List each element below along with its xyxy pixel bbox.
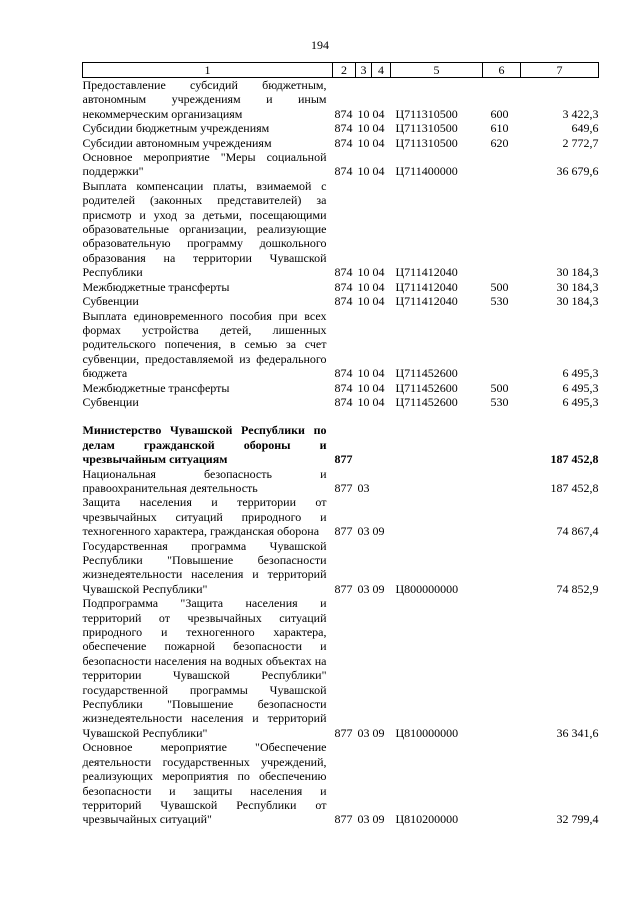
row-target-article: Ц711452600 <box>395 394 458 409</box>
row-sum: 3 422,3 <box>562 106 599 121</box>
row-name: Выплата компенсации платы, взимаемой с родителей (законных представителей) за присмотр и уход за детьми, посещающими образовательные организации, реализующие образовательную программу дошкольного образования на территории Чувашской Республики <box>82 178 327 280</box>
row-name: Межбюджетные трансферты <box>82 279 230 294</box>
row-grbs: 874 <box>334 135 353 150</box>
row-expense-type <box>483 423 521 466</box>
row-section: 10 04 <box>357 265 385 280</box>
row-expense-type: 620 <box>490 135 509 150</box>
row-sum: 30 184,3 <box>556 294 599 309</box>
row-sum: 30 184,3 <box>556 279 599 294</box>
table-row <box>83 280 599 294</box>
row-section: 10 04 <box>357 121 385 136</box>
header-col-6: 6 <box>483 63 521 78</box>
table-header-row <box>83 63 599 78</box>
header-col-4: 4 <box>372 63 391 78</box>
row-name: Субсидии автономным учреждениям <box>82 135 272 150</box>
row-grbs: 874 <box>334 294 353 309</box>
row-sum: 2 772,7 <box>562 135 599 150</box>
table-row <box>83 309 599 381</box>
header-col-5: 5 <box>391 63 483 78</box>
table-row <box>83 179 599 280</box>
row-section: 10 04 <box>357 106 385 121</box>
row-target-article: Ц810000000 <box>395 725 459 740</box>
row-expense-type: 530 <box>490 394 509 409</box>
row-target-article: Ц711412040 <box>395 265 458 280</box>
row-expense-type: 500 <box>490 279 509 294</box>
row-sum: 6 495,3 <box>562 394 599 409</box>
row-grbs: 874 <box>334 394 353 409</box>
budget-table <box>82 62 599 827</box>
row-target-article: Ц711452600 <box>395 380 458 395</box>
row-expense-type: 600 <box>490 106 509 121</box>
row-expense-type <box>483 740 521 826</box>
row-grbs: 877 <box>334 812 353 827</box>
row-expense-type <box>483 179 521 280</box>
row-name: Государственная программа Чувашской Республики "Повышение безопасности жизнедеятельности населения и территорий Чувашской Республики" <box>82 538 327 596</box>
row-expense-type <box>483 309 521 381</box>
row-grbs: 874 <box>334 121 353 136</box>
table-row <box>83 381 599 395</box>
row-sum: 30 184,3 <box>556 265 599 280</box>
row-target-article: Ц800000000 <box>395 581 459 596</box>
row-section: 10 04 <box>357 380 385 395</box>
row-target-article <box>391 423 483 466</box>
header-col-2: 2 <box>333 63 356 78</box>
row-expense-type: 530 <box>490 294 509 309</box>
table-row-ministry <box>83 423 599 466</box>
table-row <box>83 740 599 826</box>
row-target-article: Ц711412040 <box>395 294 458 309</box>
table-row <box>83 78 599 122</box>
row-target-article: Ц711310500 <box>395 121 458 136</box>
row-section: 03 09 <box>357 725 385 740</box>
header-col-1: 1 <box>83 63 333 78</box>
row-sum: 187 452,8 <box>550 452 599 467</box>
row-section <box>356 423 391 466</box>
row-name: Подпрограмма "Защита населения и территорий от чрезвычайных ситуаций природного и техногенного характера, обеспечение пожарной безопасности и безопасности населения на водных объектах на территории Чувашской Республики" государственной программы Чувашской Республики "Повышение безопасности жизнедеятельности населения и территорий Чувашской Республики" <box>82 596 327 740</box>
row-expense-type <box>483 467 521 496</box>
row-expense-type <box>483 596 521 740</box>
table-row <box>83 596 599 740</box>
row-name: Субсидии бюджетным учреждениям <box>82 121 270 136</box>
table-row <box>83 539 599 597</box>
table-row <box>83 136 599 150</box>
row-section: 03 09 <box>357 581 385 596</box>
table-row <box>83 467 599 496</box>
row-name: Министерство Чувашской Республики по делам гражданской обороны и чрезвычайным ситуациям <box>82 423 327 467</box>
table-row <box>83 121 599 135</box>
row-expense-type: 610 <box>490 121 509 136</box>
row-grbs: 874 <box>334 265 353 280</box>
row-section: 10 04 <box>357 294 385 309</box>
row-grbs: 874 <box>334 380 353 395</box>
row-grbs: 877 <box>334 581 353 596</box>
page-number: 194 <box>311 38 329 52</box>
row-section: 10 04 <box>357 164 385 179</box>
row-target-article: Ц711400000 <box>395 164 458 179</box>
row-expense-type <box>483 495 521 538</box>
table-row <box>83 294 599 308</box>
row-expense-type <box>483 150 521 179</box>
row-grbs: 877 <box>334 480 353 495</box>
row-target-article: Ц810200000 <box>395 812 459 827</box>
row-name: Субвенции <box>82 294 139 309</box>
row-sum: 32 799,4 <box>556 812 599 827</box>
row-name: Основное мероприятие "Обеспечение деятельности государственных учреждений, реализующих мероприятия по обеспечению безопасности и защиты населения и территорий Чувашской Республики от чрезвычайных ситуаций" <box>82 740 327 827</box>
row-grbs: 874 <box>334 366 353 381</box>
row-section: 10 04 <box>357 366 385 381</box>
table-row <box>83 395 599 409</box>
header-col-3: 3 <box>356 63 372 78</box>
row-section: 03 09 <box>357 524 385 539</box>
row-sum: 6 495,3 <box>562 380 599 395</box>
row-sum: 187 452,8 <box>550 480 599 495</box>
row-sum: 36 679,6 <box>556 164 599 179</box>
row-section: 03 <box>357 480 370 495</box>
row-section: 10 04 <box>357 135 385 150</box>
header-col-7: 7 <box>521 63 599 78</box>
row-name: Национальная безопасность и правоохранительная деятельность <box>82 466 327 495</box>
row-name: Защита населения и территории от чрезвычайных ситуаций природного и техногенного характера, гражданская оборона <box>82 495 327 539</box>
row-grbs: 877 <box>334 725 353 740</box>
row-sum: 6 495,3 <box>562 366 599 381</box>
row-sum: 74 867,4 <box>556 524 599 539</box>
row-expense-type <box>483 539 521 597</box>
row-target-article <box>391 467 483 496</box>
row-grbs: 874 <box>334 164 353 179</box>
row-sum: 36 341,6 <box>556 725 599 740</box>
row-section: 10 04 <box>357 394 385 409</box>
spacer-row <box>83 409 599 423</box>
row-target-article: Ц711412040 <box>395 279 458 294</box>
table-row <box>83 495 599 538</box>
row-grbs: 874 <box>334 106 353 121</box>
row-grbs: 877 <box>334 452 353 467</box>
row-name: Основное мероприятие "Меры социальной поддержки" <box>82 150 327 179</box>
row-sum: 649,6 <box>571 121 599 136</box>
row-sum: 74 852,9 <box>556 581 599 596</box>
row-section: 03 09 <box>357 812 385 827</box>
row-grbs: 874 <box>334 279 353 294</box>
row-name: Межбюджетные трансферты <box>82 380 230 395</box>
table-row <box>83 150 599 179</box>
row-name: Субвенции <box>82 394 139 409</box>
row-name: Предоставление субсидий бюджетным, автономным учреждениям и иным некоммерческим организациям <box>82 78 327 121</box>
row-target-article: Ц711310500 <box>395 106 458 121</box>
row-section: 10 04 <box>357 279 385 294</box>
row-grbs: 877 <box>334 524 353 539</box>
row-target-article <box>391 495 483 538</box>
row-expense-type: 500 <box>490 380 509 395</box>
row-target-article: Ц711452600 <box>395 366 458 381</box>
row-target-article: Ц711310500 <box>395 135 458 150</box>
row-name: Выплата единовременного пособия при всех формах устройства детей, лишенных родительского попечения, в семью за счет субвенции, предоставляемой из федерального бюджета <box>82 308 327 381</box>
